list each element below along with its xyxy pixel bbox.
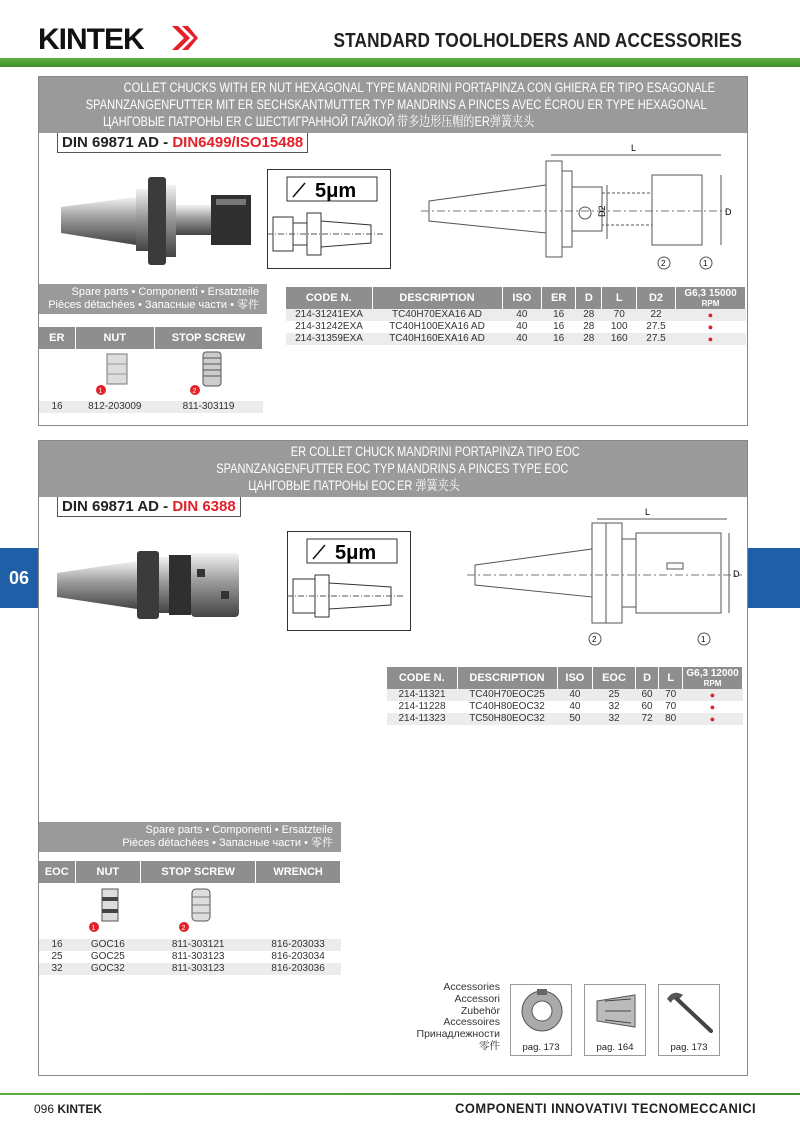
- table-row: 214-31359EXA TC40H160EXA16 AD 40 16 28 160 27.5 ●: [286, 333, 746, 345]
- title-en: ER COLLET CHUCK: [291, 444, 395, 459]
- page-number: 096: [34, 1102, 55, 1116]
- col-stop-screw: STOP SCREW: [155, 327, 263, 349]
- col-l: L: [602, 287, 637, 309]
- title-ru: ЦАНГОВЫЕ ПАТРОНЫ ER С ШЕСТИГРАННОЙ ГАЙКОЙ: [103, 114, 395, 129]
- spare-parts-line1: Spare parts • Componenti • Ersatzteile: [71, 286, 259, 298]
- spare-parts-table: [39, 327, 263, 413]
- marker-1: 1: [91, 925, 96, 932]
- header-bar: [0, 58, 800, 67]
- footer-logo: KINTEK: [57, 1102, 103, 1116]
- col-d: D: [635, 667, 659, 689]
- accessory-page: pag. 164: [596, 1042, 634, 1053]
- marker-2: 2: [181, 925, 186, 932]
- runout-value: 5μm: [315, 180, 357, 202]
- collet-image: [585, 985, 647, 1041]
- section-er-hexagonal: [38, 76, 748, 426]
- technical-drawing: [467, 505, 747, 655]
- spare-parts-table: [39, 861, 341, 975]
- title-ru: ЦАНГОВЫЕ ПАТРОНЫ EOC: [247, 478, 395, 493]
- col-d: D: [576, 287, 602, 309]
- accessories-labels: Accessories Accessori Zubehör Accessoires Принадлежности 零件: [416, 981, 500, 1052]
- callout-1: 1: [703, 259, 708, 268]
- din-base: DIN 69871 AD -: [62, 134, 173, 151]
- chapter-tab[interactable]: [0, 548, 38, 608]
- spare-parts-header: [39, 284, 267, 314]
- col-eoc: EOC: [39, 861, 75, 883]
- callout-2: 2: [592, 635, 597, 644]
- col-wrench: WRENCH: [256, 861, 341, 883]
- col-iso: ISO: [502, 287, 542, 309]
- er-nut-image: [511, 985, 573, 1041]
- title-cn: ER 弹簧夹头: [397, 478, 460, 493]
- table-row: 214-11228 TC40H80EOC32 40 32 60 70 ●: [398, 701, 716, 712]
- accessory-collet[interactable]: [584, 984, 646, 1056]
- col-rpm: G6,3 15000 RPM: [676, 287, 746, 309]
- chapter-tab-right: [748, 548, 800, 608]
- din-standard: [57, 497, 241, 517]
- col-nut: NUT: [75, 327, 155, 349]
- col-code: CODE N.: [387, 667, 457, 689]
- din-norm: DIN6499/ISO15488: [172, 134, 304, 151]
- col-eoc: EOC: [593, 667, 636, 689]
- side-strip: [0, 425, 38, 1065]
- table-row: 214-31242EXA TC40H100EXA16 AD 40 16 28 100 27.5 ●: [295, 321, 714, 332]
- title-it: MANDRINI PORTAPINZA CON GHIERA ER TIPO ESAGONALE: [397, 80, 716, 95]
- table-row: 16 812-203009 811-303119: [39, 401, 263, 413]
- marker-2: 2: [192, 388, 196, 395]
- title-it: MANDRINI PORTAPINZA TIPO EOC: [397, 444, 580, 459]
- title-en: COLLET CHUCKS WITH ER NUT HEXAGONAL TYPE: [123, 80, 395, 95]
- spare-parts-line2: Pièces détachées • Запасные части • 零件: [122, 837, 333, 849]
- logo-text: KINTEK: [38, 23, 144, 54]
- dim-D2: D2: [597, 205, 607, 217]
- col-er: ER: [39, 327, 75, 349]
- page-title: STANDARD TOOLHOLDERS AND ACCESSORIES: [333, 30, 742, 52]
- title-fr: MANDRINS A PINCES TYPE EOC: [397, 461, 569, 476]
- product-photo: [61, 167, 271, 277]
- stop-screw-image: [178, 885, 218, 933]
- col-d2: D2: [637, 287, 676, 309]
- footer-tagline: COMPONENTI INNOVATIVI TECNOMECCANICI: [455, 1100, 756, 1116]
- product-table: [286, 287, 746, 345]
- spare-parts-line1: Spare parts • Componenti • Ersatzteile: [145, 824, 333, 836]
- col-code: CODE N.: [286, 287, 372, 309]
- table-row: 25 GOC25 811-303123 816-203034: [51, 951, 325, 962]
- accessory-wrench[interactable]: [658, 984, 720, 1056]
- section1-header: [39, 77, 747, 133]
- nut-image: [88, 885, 128, 933]
- spare-parts-header: [39, 822, 341, 852]
- col-description: DESCRIPTION: [457, 667, 557, 689]
- col-stop-screw: STOP SCREW: [141, 861, 256, 883]
- table-row: 16 GOC16 811-303121 816-203033: [39, 939, 341, 951]
- table-row: 214-11321 TC40H70EOC25 40 25 60 70 ●: [387, 689, 743, 701]
- col-rpm: G6,3 12000 RPM: [683, 667, 743, 689]
- accessory-nut[interactable]: [510, 984, 572, 1056]
- dim-L: L: [631, 143, 637, 153]
- col-iso: ISO: [557, 667, 593, 689]
- callout-1: 1: [701, 635, 706, 644]
- chapter-number: 06: [8, 567, 30, 588]
- product-photo: [57, 541, 267, 631]
- kintek-logo: [38, 22, 198, 54]
- table-row: 214-11323 TC50H80EOC32 50 32 72 80 ●: [387, 713, 743, 725]
- stop-screw-image: [189, 350, 229, 396]
- col-nut: NUT: [75, 861, 141, 883]
- section-er-eoc: [38, 440, 748, 1076]
- runout-diagram: [287, 531, 411, 631]
- col-description: DESCRIPTION: [372, 287, 502, 309]
- spare-parts-line2: Pièces détachées • Запасные части • 零件: [48, 299, 259, 311]
- title-de: SPANNZANGENFUTTER EOC TYP: [216, 461, 395, 476]
- din-standard: [57, 133, 308, 153]
- din-base: DIN 69871 AD -: [62, 498, 173, 515]
- title-de: SPANNZANGENFUTTER MIT ER SECHSKANTMUTTER TYP: [86, 97, 395, 112]
- runout-value: 5μm: [335, 542, 377, 564]
- col-er: ER: [542, 287, 576, 309]
- table-row: 214-31241EXA TC40H70EXA16 AD 40 16 28 70 22 ●: [286, 309, 746, 321]
- din-norm: DIN 6388: [172, 498, 236, 515]
- nut-image: [95, 350, 135, 396]
- technical-drawing: [421, 141, 731, 281]
- col-l: L: [659, 667, 683, 689]
- runout-diagram: [267, 169, 391, 269]
- dim-D: D: [733, 569, 740, 579]
- accessory-page: pag. 173: [522, 1042, 560, 1053]
- callout-2: 2: [661, 259, 666, 268]
- title-cn: 带多边形压帽的ER弹簧夹头: [397, 114, 535, 129]
- wrench-image: [659, 985, 721, 1041]
- dim-L: L: [645, 507, 651, 517]
- title-fr: MANDRINS A PINCES AVEC ÉCROU ER TYPE HEXAGONAL: [397, 97, 707, 112]
- table-row: 32 GOC32 811-303123 816-203036: [39, 963, 341, 975]
- footer-bar: [0, 1093, 800, 1095]
- dim-D: D: [725, 207, 731, 217]
- product-table: [387, 667, 743, 725]
- footer-page-label: [34, 1102, 102, 1116]
- marker-1: 1: [98, 388, 103, 395]
- section2-header: [39, 441, 747, 497]
- accessory-page: pag. 173: [670, 1042, 708, 1053]
